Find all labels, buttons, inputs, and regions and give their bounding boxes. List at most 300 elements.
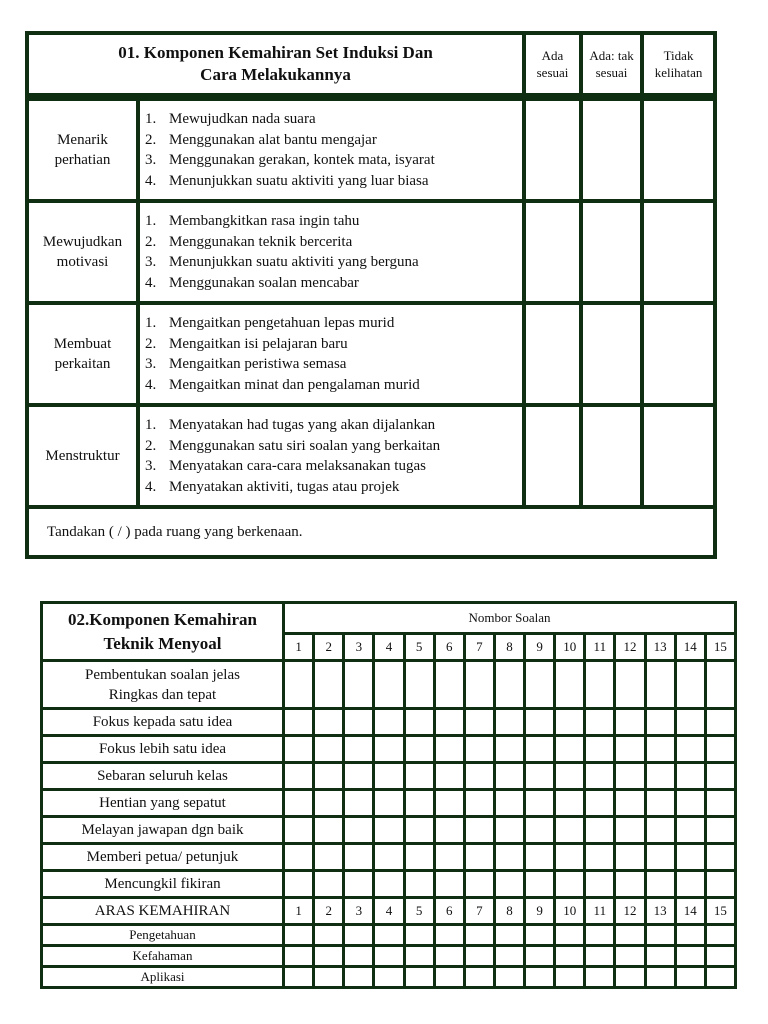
tick-cell[interactable] [675,661,705,709]
section1-title-line2: Cara Melakukannya [200,65,351,84]
tick-cell[interactable] [555,736,585,763]
section2-title-line2: Teknik Menyoal [103,633,222,653]
list-item-text: Mengaitkan isi pelajaran baru [169,335,348,352]
aras-tick-cell[interactable] [675,925,705,946]
aras-tick-cell[interactable] [525,925,555,946]
list-item-number: 2. [145,131,157,148]
list-item-text: Menggunakan gerakan, kontek mata, isyarat [169,152,435,168]
section1-title [27,33,524,95]
tick-cell[interactable] [464,763,494,790]
list-item [145,477,518,498]
tick-cell[interactable] [585,790,615,817]
tick-cell[interactable] [615,709,645,736]
aras-tick-cell[interactable] [284,925,314,946]
aras-tick-cell[interactable] [555,925,585,946]
list-item-text: Menunjukkan suatu aktiviti yang luar biasa [169,172,429,189]
tick-cell[interactable] [555,817,585,844]
tick-cell[interactable] [555,790,585,817]
checkbox-cell-ada-tak-sesuai[interactable] [581,201,642,303]
tick-cell[interactable] [314,817,344,844]
list-item-number: 4. [145,478,157,495]
list-item-number: 4. [145,274,157,291]
category-label-line1: Menstruktur [45,448,120,464]
induction-row [27,405,715,507]
criterion-label: Fokus kepada satu idea [42,709,284,736]
tick-cell[interactable] [284,763,314,790]
instruction-note: Tandakan ( / ) pada ruang yang berkenaan. [27,507,715,557]
category-label-line1: Membuat [53,336,112,352]
aras-tick-cell[interactable] [284,967,314,988]
checkbox-cell-ada-tak-sesuai[interactable] [581,99,642,201]
aras-tick-cell[interactable] [404,925,434,946]
list-item-text: Mengaitkan peristiwa semasa [169,356,347,372]
aras-level-label: Pengetahuan [42,925,284,946]
aras-question-number: 3 [344,898,374,925]
col-header-ada-tak-sesuai [581,33,642,95]
aras-question-number: 4 [374,898,404,925]
tick-cell[interactable] [404,817,434,844]
tick-cell[interactable] [374,844,404,871]
criterion-label-line2: Ringkas dan tepat [108,686,217,703]
tick-cell[interactable] [434,709,464,736]
tick-cell[interactable] [585,763,615,790]
aras-tick-cell[interactable] [344,946,374,967]
tick-cell[interactable] [314,763,344,790]
tick-cell[interactable] [344,736,374,763]
criterion-label: Fokus lebih satu idea [42,736,284,763]
tick-cell[interactable] [404,763,434,790]
aras-level-label: Kefahaman [42,946,284,967]
tick-cell[interactable] [555,709,585,736]
tick-cell[interactable] [645,709,675,736]
tick-cell[interactable] [464,736,494,763]
list-item [145,232,518,253]
tick-cell[interactable] [494,736,524,763]
aras-tick-cell[interactable] [314,967,344,988]
tick-cell[interactable] [374,709,404,736]
question-number: 13 [645,634,675,661]
aras-tick-cell[interactable] [494,925,524,946]
list-item [145,436,518,457]
tick-cell[interactable] [675,817,705,844]
tick-cell[interactable] [434,661,464,709]
tick-cell[interactable] [314,790,344,817]
tick-cell[interactable] [434,763,464,790]
tick-cell[interactable] [615,736,645,763]
tick-cell[interactable] [705,661,735,709]
tick-cell[interactable] [404,661,434,709]
tick-cell[interactable] [494,871,524,898]
criterion-label: Sebaran seluruh kelas [42,763,284,790]
tick-cell[interactable] [675,763,705,790]
aras-tick-cell[interactable] [284,946,314,967]
tick-cell[interactable] [525,763,555,790]
tick-cell[interactable] [284,661,314,709]
tick-cell[interactable] [464,817,494,844]
tick-cell[interactable] [464,709,494,736]
tick-cell[interactable] [494,844,524,871]
aras-tick-cell[interactable] [374,967,404,988]
tick-cell[interactable] [705,709,735,736]
item-list-cell [138,303,524,405]
tick-cell[interactable] [525,661,555,709]
col-header-tidak-kelihatan-line1: Tidak [663,48,694,63]
tick-cell[interactable] [404,736,434,763]
tick-cell[interactable] [314,709,344,736]
list-item-text: Menyatakan cara-cara melaksanakan tugas [169,458,426,474]
tick-cell[interactable] [494,790,524,817]
aras-row [42,925,736,946]
tick-cell[interactable] [705,844,735,871]
tick-cell[interactable] [314,661,344,709]
tick-cell[interactable] [344,817,374,844]
aras-header-row [42,898,736,925]
tick-cell[interactable] [464,661,494,709]
aras-question-number: 11 [585,898,615,925]
tick-cell[interactable] [525,709,555,736]
tick-cell[interactable] [645,844,675,871]
tick-cell[interactable] [284,709,314,736]
criterion-label: Melayan jawapan dgn baik [42,817,284,844]
aras-tick-cell[interactable] [464,967,494,988]
tick-cell[interactable] [404,871,434,898]
tick-cell[interactable] [615,844,645,871]
tick-cell[interactable] [525,844,555,871]
criterion-row [42,817,736,844]
aras-tick-cell[interactable] [404,946,434,967]
col-header-ada-sesuai [524,33,581,95]
tick-cell[interactable] [404,709,434,736]
aras-tick-cell[interactable] [344,925,374,946]
aras-tick-cell[interactable] [645,946,675,967]
tick-cell[interactable] [615,790,645,817]
question-number: 10 [555,634,585,661]
aras-tick-cell[interactable] [675,946,705,967]
tick-cell[interactable] [705,871,735,898]
aras-tick-cell[interactable] [464,946,494,967]
tick-cell[interactable] [615,817,645,844]
criterion-row [42,871,736,898]
tick-cell[interactable] [705,763,735,790]
aras-tick-cell[interactable] [344,967,374,988]
criterion-row [42,763,736,790]
aras-question-number: 1 [284,898,314,925]
checkbox-cell-ada-tak-sesuai[interactable] [581,405,642,507]
aras-tick-cell[interactable] [645,925,675,946]
tick-cell[interactable] [464,871,494,898]
tick-cell[interactable] [434,844,464,871]
list-item-text: Menggunakan teknik bercerita [169,233,353,250]
tick-cell[interactable] [645,736,675,763]
col-header-tidak-kelihatan [642,33,715,95]
tick-cell[interactable] [525,736,555,763]
tick-cell[interactable] [374,790,404,817]
criterion-label: Mencungkil fikiran [42,871,284,898]
checkbox-cell-tidak-kelihatan[interactable] [642,303,715,405]
tick-cell[interactable] [344,790,374,817]
criterion-row [42,790,736,817]
list-item-text: Menggunakan satu siri soalan yang berkaitan [169,437,441,454]
list-item-number: 4. [145,376,157,393]
tick-cell[interactable] [344,661,374,709]
tick-cell[interactable] [615,661,645,709]
col-header-ada-sesuai-line2: sesuai [536,65,569,80]
list-item [145,130,518,151]
aras-tick-cell[interactable] [525,967,555,988]
induction-row [27,99,715,201]
list-item-text: Mengaitkan pengetahuan lepas murid [169,315,395,331]
tick-cell[interactable] [284,844,314,871]
aras-tick-cell[interactable] [705,967,735,988]
tick-cell[interactable] [344,763,374,790]
section1-title-line1: 01. Komponen Kemahiran Set Induksi Dan [118,43,433,62]
tick-cell[interactable] [314,844,344,871]
aras-kemahiran-label: ARAS KEMAHIRAN [42,898,284,925]
tick-cell[interactable] [374,763,404,790]
tick-cell[interactable] [645,790,675,817]
aras-tick-cell[interactable] [434,946,464,967]
list-item [145,334,518,355]
col-header-tidak-kelihatan-line2: kelihatan [654,65,703,80]
list-item-number: 2. [145,335,157,352]
question-number: 4 [374,634,404,661]
tick-cell[interactable] [314,736,344,763]
list-item [145,375,518,396]
list-item-number: 1. [145,213,157,229]
aras-tick-cell[interactable] [615,946,645,967]
aras-tick-cell[interactable] [615,967,645,988]
aras-tick-cell[interactable] [585,946,615,967]
list-item [145,171,518,192]
criterion-label-line1: Pembentukan soalan jelas [85,666,240,683]
aras-tick-cell[interactable] [705,925,735,946]
tick-cell[interactable] [555,871,585,898]
induction-row [27,201,715,303]
aras-tick-cell[interactable] [494,946,524,967]
tick-cell[interactable] [615,871,645,898]
tick-cell[interactable] [525,817,555,844]
category-label [27,303,138,405]
list-item-number: 2. [145,437,157,454]
aras-tick-cell[interactable] [555,946,585,967]
list-item-text: Menyatakan aktiviti, tugas atau projek [169,478,400,495]
list-item [145,456,518,477]
induction-set-table [25,31,717,559]
checkbox-cell-tidak-kelihatan[interactable] [642,201,715,303]
criterion-row [42,661,736,709]
tick-cell[interactable] [555,661,585,709]
list-item [145,313,518,334]
aras-question-number: 9 [525,898,555,925]
tick-cell[interactable] [464,844,494,871]
tick-cell[interactable] [645,661,675,709]
checkbox-cell-ada-sesuai[interactable] [524,201,581,303]
aras-tick-cell[interactable] [555,967,585,988]
tick-cell[interactable] [284,817,314,844]
category-label [27,99,138,201]
aras-level-label: Aplikasi [42,967,284,988]
item-list [145,313,518,395]
aras-tick-cell[interactable] [675,967,705,988]
list-item-text: Menunjukkan suatu aktiviti yang berguna [169,254,419,270]
aras-question-number: 2 [314,898,344,925]
tick-cell[interactable] [645,763,675,790]
tick-cell[interactable] [434,871,464,898]
tick-cell[interactable] [374,736,404,763]
tick-cell[interactable] [284,736,314,763]
tick-cell[interactable] [675,736,705,763]
aras-tick-cell[interactable] [525,946,555,967]
category-label-line1: Mewujudkan [42,234,123,250]
item-list-cell [138,405,524,507]
checkbox-cell-ada-sesuai[interactable] [524,405,581,507]
aras-tick-cell[interactable] [585,925,615,946]
tick-cell[interactable] [374,817,404,844]
tick-cell[interactable] [675,790,705,817]
aras-tick-cell[interactable] [434,925,464,946]
question-number: 7 [464,634,494,661]
aras-tick-cell[interactable] [374,946,404,967]
tick-cell[interactable] [525,871,555,898]
tick-cell[interactable] [374,661,404,709]
aras-tick-cell[interactable] [404,967,434,988]
aras-tick-cell[interactable] [615,925,645,946]
tick-cell[interactable] [525,790,555,817]
tick-cell[interactable] [555,763,585,790]
checkbox-cell-ada-sesuai[interactable] [524,99,581,201]
category-label-line1: Menarik [57,132,108,148]
aras-question-number: 10 [555,898,585,925]
checkbox-cell-ada-tak-sesuai[interactable] [581,303,642,405]
aras-tick-cell[interactable] [314,946,344,967]
list-item-text: Mewujudkan nada suara [169,111,316,127]
tick-cell[interactable] [645,871,675,898]
tick-cell[interactable] [585,661,615,709]
tick-cell[interactable] [585,736,615,763]
tick-cell[interactable] [705,736,735,763]
tick-cell[interactable] [494,817,524,844]
aras-question-number: 8 [494,898,524,925]
checkbox-cell-tidak-kelihatan[interactable] [642,99,715,201]
tick-cell[interactable] [284,790,314,817]
list-item-number: 3. [145,152,157,168]
aras-question-number: 13 [645,898,675,925]
tick-cell[interactable] [434,736,464,763]
aras-tick-cell[interactable] [464,925,494,946]
list-item-number: 4. [145,172,157,189]
induction-row [27,303,715,405]
aras-question-number: 14 [675,898,705,925]
list-item-text: Mengaitkan minat dan pengalaman murid [169,376,420,393]
question-number: 9 [525,634,555,661]
question-number: 1 [284,634,314,661]
item-list [145,415,518,497]
criterion-label: Memberi petua/ petunjuk [42,844,284,871]
list-item-text: Menggunakan soalan mencabar [169,274,359,291]
tick-cell[interactable] [555,844,585,871]
questioning-technique-table [40,601,737,989]
tick-cell[interactable] [284,871,314,898]
question-number: 2 [314,634,344,661]
tick-cell[interactable] [404,844,434,871]
item-list [145,109,518,191]
tick-cell[interactable] [675,871,705,898]
list-item-number: 1. [145,417,157,433]
tick-cell[interactable] [344,709,374,736]
aras-tick-cell[interactable] [645,967,675,988]
tick-cell[interactable] [374,871,404,898]
tick-cell[interactable] [344,871,374,898]
tick-cell[interactable] [645,817,675,844]
list-item-number: 2. [145,233,157,250]
aras-tick-cell[interactable] [374,925,404,946]
list-item-text: Menggunakan alat bantu mengajar [169,131,377,148]
question-number: 3 [344,634,374,661]
list-item [145,415,518,436]
aras-tick-cell[interactable] [705,946,735,967]
tick-cell[interactable] [705,790,735,817]
tick-cell[interactable] [585,709,615,736]
aras-tick-cell[interactable] [314,925,344,946]
list-item-number: 3. [145,356,157,372]
col-header-ada-tak-sesuai-line1: Ada: tak [589,48,634,63]
checkbox-cell-tidak-kelihatan[interactable] [642,405,715,507]
list-item-number: 3. [145,254,157,270]
checkbox-cell-ada-sesuai[interactable] [524,303,581,405]
tick-cell[interactable] [705,817,735,844]
list-item [145,354,518,375]
tick-cell[interactable] [494,763,524,790]
aras-row [42,946,736,967]
aras-tick-cell[interactable] [585,967,615,988]
col-header-ada-tak-sesuai-line2: sesuai [595,65,628,80]
tick-cell[interactable] [314,871,344,898]
question-number: 12 [615,634,645,661]
tick-cell[interactable] [585,871,615,898]
tick-cell[interactable] [615,763,645,790]
tick-cell[interactable] [344,844,374,871]
criterion-row [42,709,736,736]
tick-cell[interactable] [434,817,464,844]
list-item-text: Menyatakan had tugas yang akan dijalankan [169,417,436,433]
tick-cell[interactable] [464,790,494,817]
aras-question-number: 5 [404,898,434,925]
tick-cell[interactable] [404,790,434,817]
tick-cell[interactable] [585,817,615,844]
question-number: 15 [705,634,735,661]
tick-cell[interactable] [675,709,705,736]
section2-title [42,603,284,661]
list-item [145,252,518,273]
tick-cell[interactable] [494,661,524,709]
tick-cell[interactable] [585,844,615,871]
section2-title-line1: 02.Komponen Kemahiran [68,609,257,629]
nombor-soalan-header: Nombor Soalan [284,603,736,634]
aras-tick-cell[interactable] [434,967,464,988]
tick-cell[interactable] [675,844,705,871]
aras-question-number: 15 [705,898,735,925]
aras-question-number: 12 [615,898,645,925]
tick-cell[interactable] [494,709,524,736]
list-item-number: 3. [145,458,157,474]
tick-cell[interactable] [434,790,464,817]
question-number: 11 [585,634,615,661]
col-header-ada-sesuai-line1: Ada [541,48,564,63]
item-list-cell [138,201,524,303]
aras-tick-cell[interactable] [494,967,524,988]
question-number: 14 [675,634,705,661]
list-item [145,150,518,171]
